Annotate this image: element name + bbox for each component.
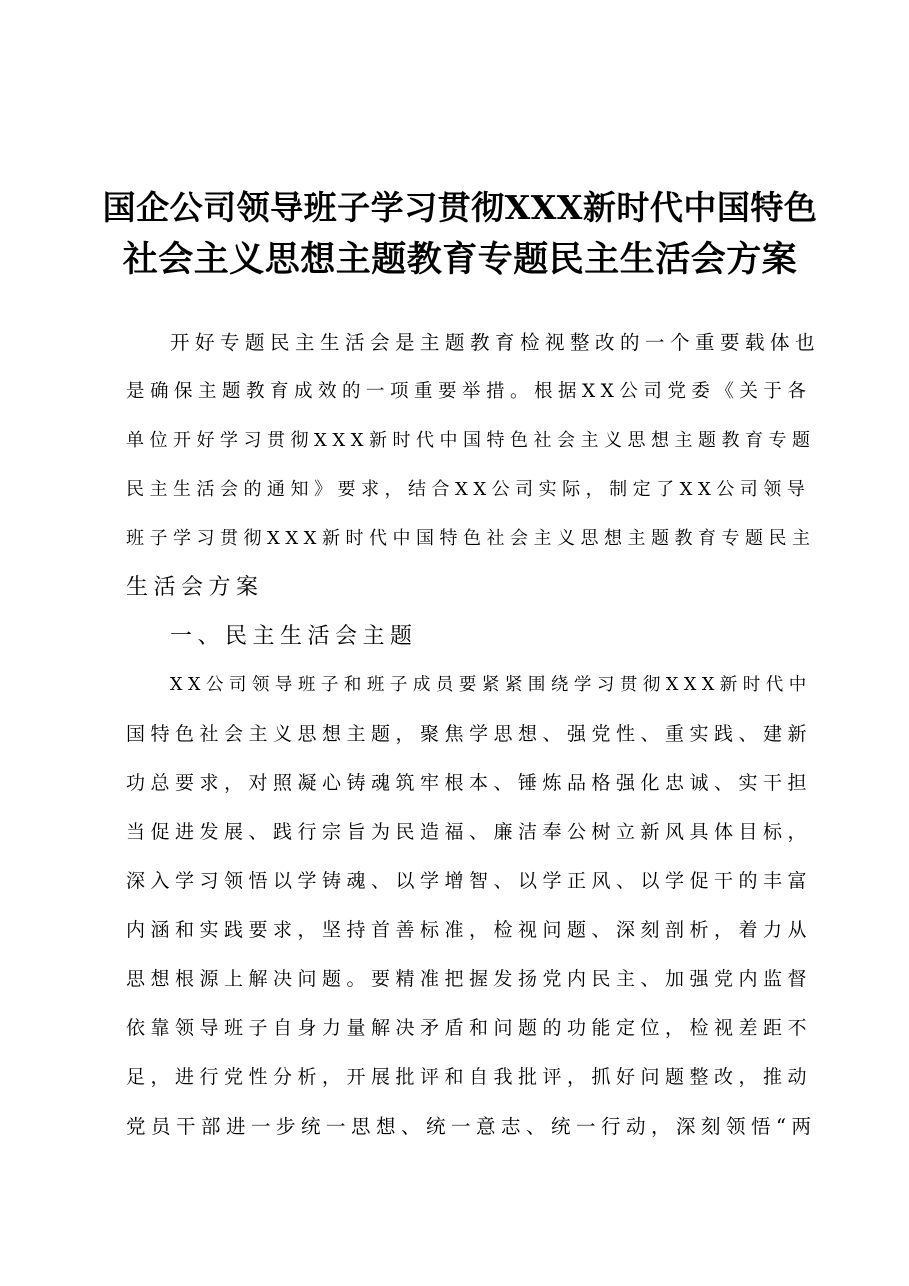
text-line: 党员干部进一步统一思想、统一意志、统一行动，深刻领悟“两 (126, 1115, 817, 1138)
text-line: 是确保主题教育成效的一项重要举措。根据XX公司党委《关于各 (126, 381, 812, 402)
intro-paragraph (126, 318, 824, 612)
text-line: 单位开好学习贯彻XXX新时代中国特色社会主义思想主题教育专题 (126, 430, 816, 451)
text-line: 深入学习领悟以学铸魂、以学增智、以学正风、以学促干的丰富 (126, 870, 813, 892)
text-line: XX公司领导班子和班子成员要紧紧围绕学习贯彻XXX新时代中 (170, 675, 812, 695)
document-title (100, 182, 820, 286)
text-line: 功总要求，对照凝心铸魂筑牢根本、锤炼品格强化忠诚、实干担 (126, 772, 813, 794)
title-line-2: 社会主义思想主题教育专题民主生活会方案 (122, 239, 798, 280)
text-line: 思想根源上解决问题。要精准把握发扬党内民主、加强党内监督 (126, 968, 813, 990)
title-line-1: 国企公司领导班子学习贯彻XXX新时代中国特色 (102, 188, 818, 227)
section-paragraph (126, 661, 824, 1151)
document-body (126, 318, 824, 1151)
text-line: 依靠领导班子自身力量解决矛盾和问题的功能定位，检视差距不 (126, 1017, 813, 1039)
text-line: 内涵和实践要求，坚持首善标准，检视问题、深刻剖析，着力从 (126, 919, 813, 941)
text-line: 开好专题民主生活会是主题教育检视整改的一个重要载体也 (170, 331, 821, 354)
text-line: 生活会方案 (126, 575, 264, 600)
text-line: 班子学习贯彻XXX新时代中国特色社会主义思想主题教育专题民主 (126, 528, 816, 549)
text-line: 当促进发展、践行宗旨为民造福、廉洁奉公树立新风具体目标， (126, 821, 813, 843)
section-heading (126, 612, 824, 661)
text-line: 民主生活会的通知》要求，结合XX公司实际，制定了XX公司领导 (126, 479, 811, 500)
text-line: 国特色社会主义思想主题，聚焦学思想、强党性、重实践、建新 (126, 723, 813, 745)
text-line: 足，进行党性分析，开展批评和自我批评，抓好问题整改，推动 (126, 1066, 813, 1088)
section-heading-text: 一、民主生活会主题 (170, 624, 418, 649)
